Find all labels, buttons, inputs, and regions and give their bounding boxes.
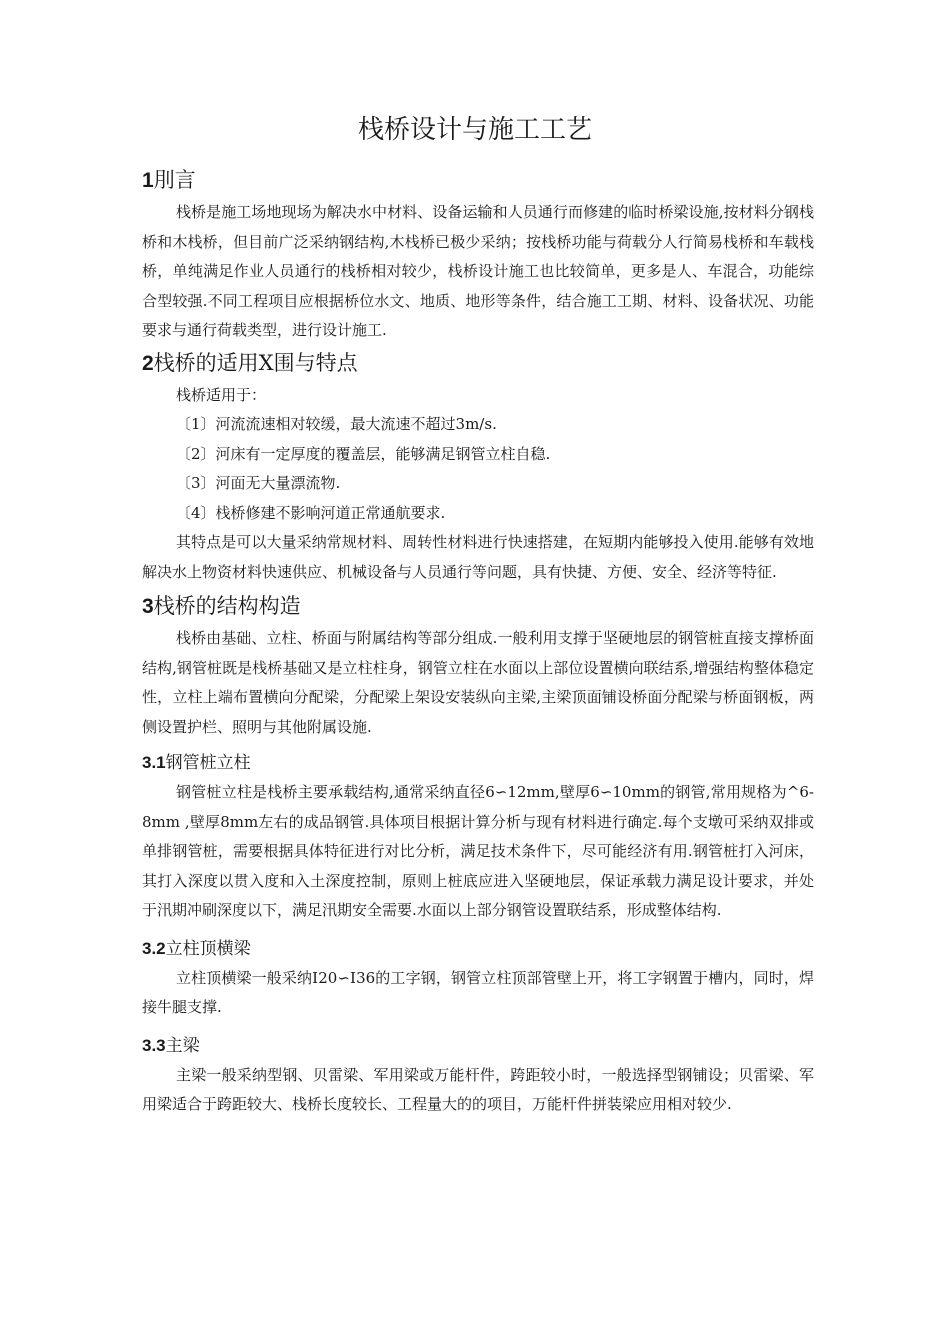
section-title: 栈桥的结构构造 (153, 594, 301, 618)
list-item: 〔4〕栈桥修建不影响河道正常通航要求. (176, 503, 446, 522)
paragraph: 主梁一般采纳型钢、贝雷梁、军用梁或万能杆件，跨距较小时，一般选择型钢铺设；贝雷梁、军用梁适合于跨距较大、栈桥长度较长、工程量大的的项目，万能杆件拼装梁应用相对较少. (142, 1065, 814, 1113)
subsection-heading-3-1 (142, 748, 814, 778)
section-number: 3 (142, 595, 154, 618)
subsection-heading-3-2 (142, 934, 814, 964)
section-number: 1 (142, 169, 154, 192)
subsection-heading-3-3 (142, 1031, 814, 1061)
list-item: 〔1〕河流流速相对较缓，最大流速不超过3m/s. (176, 415, 497, 433)
paragraph: 其特点是可以大量采纳常规材料、周转性材料进行快速搭建，在短期内能够投入使用.能够有效地解决水上物资材料快速供应、机械设备与人员通行等问题，具有快捷、方便、安全、经济等特征. (142, 533, 814, 581)
section-heading-1 (142, 163, 814, 198)
subsection-number: 3.3 (142, 1035, 166, 1055)
subsection-number: 3.2 (142, 938, 166, 958)
subsection-number: 3.1 (142, 753, 166, 772)
document-body (142, 163, 814, 1120)
document-title: 栈桥设计与施工工艺 (357, 115, 592, 145)
section-heading-2 (142, 346, 814, 381)
paragraph: 栈桥适用于： (176, 385, 267, 404)
paragraph: 钢管桩立柱是栈桥主要承载结构,通常采纳直径6∽12mm,壁厚6∽10mm的钢管,常用规格为^6-8mm ,壁厚8mm左右的成品钢管.具体项目根据计算分析与现有材料进行确定.每个支墩可采纳双排或单排钢管桩，需要根据具体特征进行对比分析，满足技术条件下，尽可能经济有用.钢管桩打入河床，其打入深度以贯入度和入土深度控制，原则上桩底应进入坚硬地层，保证承载力满足设计要求，并处于汛期冲刷深度以下，满足汛期安全需要.水面以上部分钢管设置联结系，形成整体结构. (142, 783, 814, 919)
list-item: 〔3〕河面无大量漂流物. (176, 474, 341, 492)
subsection-title: 主梁 (165, 1035, 200, 1056)
section-heading-3 (142, 589, 814, 624)
list-item: 〔2〕河床有一定厚度的覆盖层，能够满足钢管立柱自稳. (176, 444, 551, 463)
section-title: 栈桥的适用X围与特点 (153, 350, 358, 375)
section-title: 刖言 (153, 168, 196, 192)
subsection-title: 钢管桩立柱 (165, 753, 251, 773)
paragraph: 立柱顶横梁一般采纳Ⅰ20∽Ⅰ36的工字钢，钢管立柱顶部管壁上开，将工字钢置于槽内，同时，焊接牛腿支撑. (142, 968, 814, 1016)
section-number: 2 (142, 351, 154, 375)
paragraph: 栈桥由基础、立柱、桥面与附属结构等部分组成.一般利用支撑于坚硬地层的钢管桩直接支撑桥面结构,钢管桩既是栈桥基础又是立柱柱身，钢管立柱在水面以上部位设置横向联结系,增强结构整体稳定性，立柱上端布置横向分配梁，分配梁上架设安装纵向主梁,主梁顶面铺设桥面分配梁与桥面钢板，两侧设置护栏、照明与其他附属设施. (142, 629, 814, 736)
subsection-title: 立柱顶横梁 (165, 938, 251, 959)
paragraph: 栈桥是施工场地现场为解决水中材料、设备运输和人员通行而修建的临时桥梁设施,按材料分钢栈桥和木栈桥，但目前广泛采纳钢结构,木栈桥已极少采纳；按栈桥功能与荷载分人行简易栈桥和车载栈桥，单纯满足作业人员通行的栈桥相对较少，栈桥设计施工也比较简单，更多是人、车混合，功能综合型较强.不同工程项目应根据桥位水文、地质、地形等条件，结合施工工期、材料、设备状况、功能要求与通行荷载类型，进行设计施工. (142, 203, 814, 339)
